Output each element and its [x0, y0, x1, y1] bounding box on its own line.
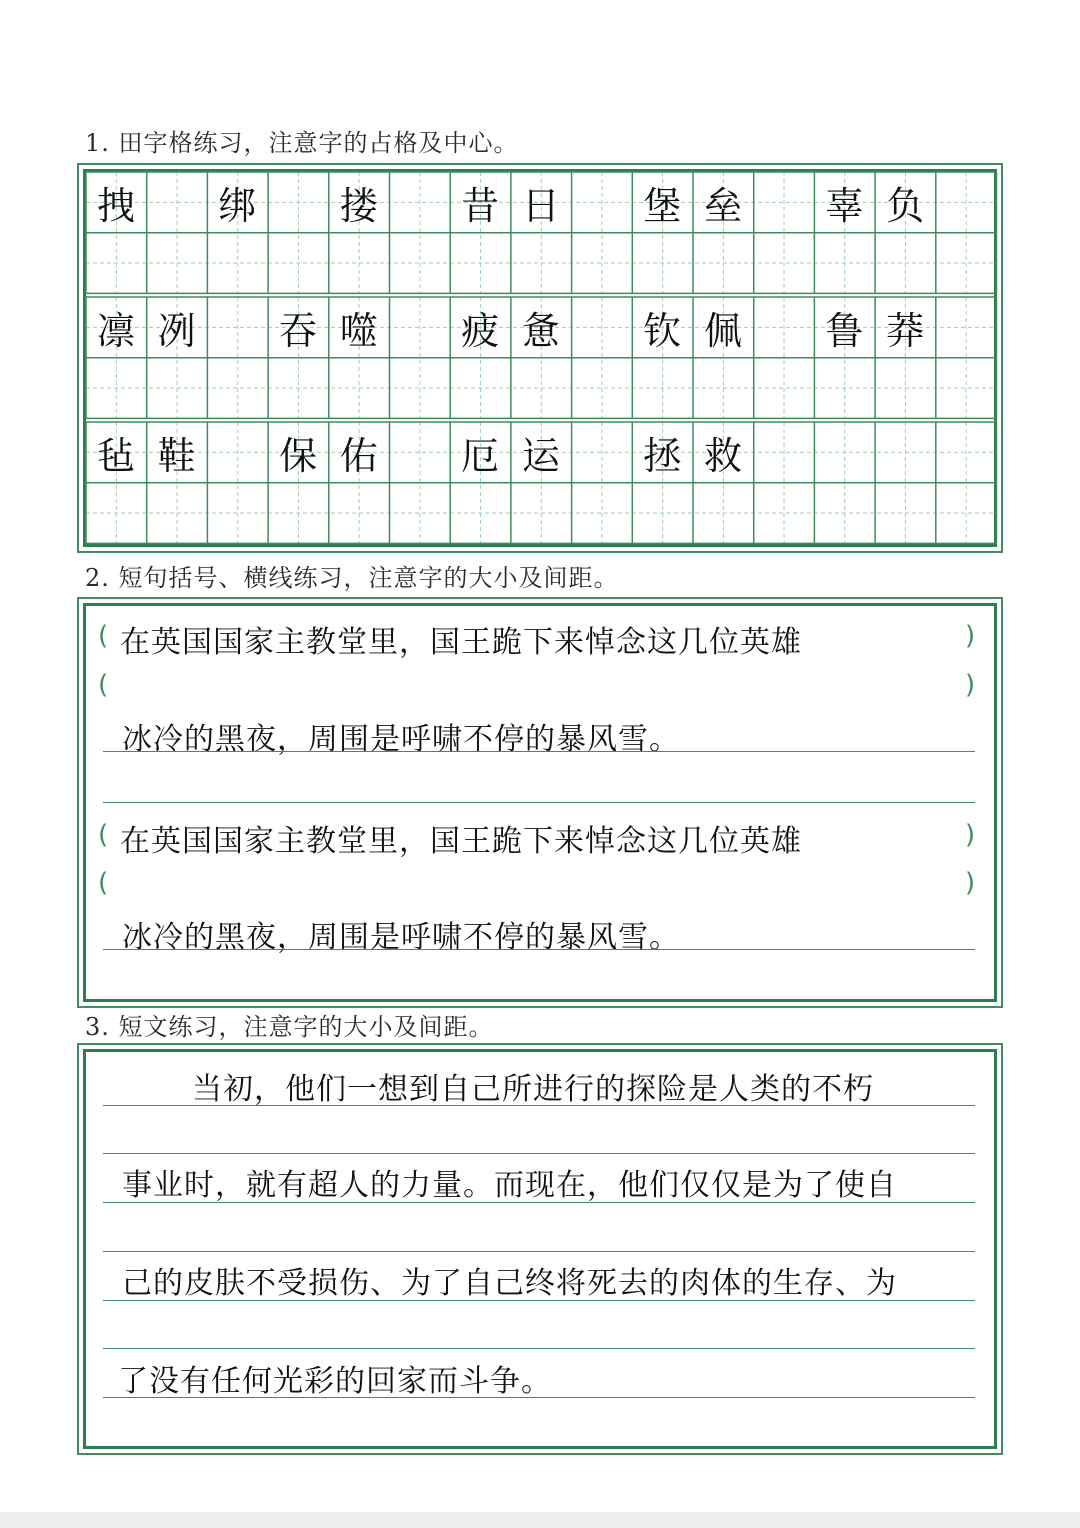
grid-character: 救 [703, 433, 742, 478]
grid-character: 绑 [218, 183, 257, 228]
writing-line [103, 1153, 975, 1154]
grid-character: 厄 [461, 433, 500, 478]
paren-close-b1: ) [965, 820, 976, 850]
grid-character: 鲁 [825, 308, 864, 353]
grid-character: 噬 [339, 308, 378, 353]
grid-character: 负 [886, 183, 925, 228]
grid-character: 佑 [339, 433, 378, 478]
section-1-title: 1. 田字格练习，注意字的占格及中心。 [85, 129, 519, 157]
grid-character: 垒 [703, 183, 742, 228]
section-2-title: 2. 短句括号、横线练习，注意字的大小及间距。 [85, 564, 619, 592]
grid-character: 凛 [96, 308, 135, 353]
writing-line [103, 949, 975, 950]
writing-line [103, 1300, 975, 1301]
grid-character: 拯 [643, 433, 682, 478]
writing-line [103, 1202, 975, 1203]
grid-character: 日 [521, 183, 560, 228]
grid-character: 吞 [279, 308, 318, 353]
writing-line [103, 751, 975, 752]
grid-character: 堡 [643, 183, 682, 228]
grid-character: 昔 [461, 183, 500, 228]
s2-line-a1: 在英国国家主教堂里，国王跪下来悼念这几位英雄 [120, 625, 802, 660]
grid-character: 拽 [96, 183, 135, 228]
paren-open-b1: ( [98, 820, 109, 850]
paren-close-a1: ) [965, 621, 976, 651]
grid-character: 辜 [825, 183, 864, 228]
s2-line-b2: 冰冷的黑夜，周围是呼啸不停的暴风雪。 [122, 920, 680, 955]
s3-line-4: 了没有任何光彩的回家而斗争。 [118, 1364, 552, 1399]
paren-open-a1: ( [98, 621, 109, 651]
paren-close-b-blank: ) [965, 868, 976, 898]
grid-character: 莽 [886, 308, 925, 353]
s3-line-1: 当初，他们一想到自己所进行的探险是人类的不朽 [192, 1072, 874, 1107]
grid-character: 佩 [703, 308, 742, 353]
writing-line [103, 1251, 975, 1252]
grid-character: 运 [521, 433, 560, 478]
grid-character: 鞋 [157, 433, 196, 478]
grid-character: 毡 [96, 433, 135, 478]
grid-character: 搂 [339, 183, 378, 228]
writing-line [103, 1105, 975, 1106]
section-3-title: 3. 短文练习，注意字的大小及间距。 [85, 1013, 494, 1041]
bottom-edge [0, 1512, 1080, 1528]
paren-close-a-blank: ) [965, 670, 976, 700]
s2-line-b1: 在英国国家主教堂里，国王跪下来悼念这几位英雄 [120, 824, 802, 859]
paren-open-b-blank: ( [98, 868, 109, 898]
s3-line-2: 事业时，就有超人的力量。而现在，他们仅仅是为了使自 [122, 1168, 897, 1203]
grid-character: 钦 [643, 308, 682, 353]
writing-line [103, 1397, 975, 1398]
paren-open-a-blank: ( [98, 670, 109, 700]
writing-line [103, 1348, 975, 1349]
grid-character: 冽 [157, 308, 196, 353]
writing-line [103, 802, 975, 803]
grid-character: 保 [279, 433, 318, 478]
s3-line-3: 己的皮肤不受损伤、为了自己终将死去的肉体的生存、为 [122, 1266, 897, 1301]
grid-character: 疲 [461, 308, 500, 353]
grid-character: 惫 [521, 308, 560, 353]
s2-line-a2: 冰冷的黑夜，周围是呼啸不停的暴风雪。 [122, 722, 680, 757]
